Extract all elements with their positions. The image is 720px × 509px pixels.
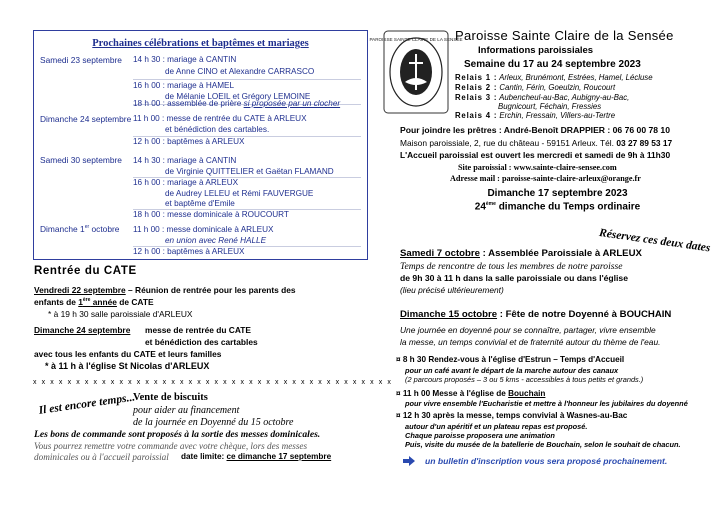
arrow-right-icon <box>403 456 415 466</box>
biscuits-line: pour aider au financement <box>133 405 240 416</box>
schedule-item: ¤ 8 h 30 Rendez-vous à l'église d'Estrun – Temps d'Accueil <box>396 355 625 364</box>
reserve-dates-stamp: Réservez ces deux dates <box>598 227 712 255</box>
liturgical-sunday: 24ème dimanche du Temps ordinaire <box>474 201 641 213</box>
encore-stamp: Il est encore temps... <box>38 391 136 417</box>
event-line: Une journée en doyenné pour se connaître, partager, vivre ensemble <box>400 325 656 335</box>
priest-contact: Pour joindre les prêtres : André-Benoît DRAPPIER : 06 76 00 78 10 <box>400 125 670 135</box>
relais-line: Bugnicourt, Féchain, Fressies <box>498 102 602 111</box>
celebration-line: 14 h 30 : mariage à CANTIN <box>133 55 237 64</box>
biscuits-line: dominicales ou à l'accueil paroissial <box>34 452 169 462</box>
cate-title: Rentrée du CATE <box>34 265 137 277</box>
cate-line: avec tous les enfants du CATE et leurs familles <box>34 349 222 359</box>
relais-line: Relais 1 : Arleux, Brunémont, Estrées, Hamel, Lécluse <box>455 73 653 82</box>
svg-text:PAROISSE SAINTE CLAIRE DE LA S: PAROISSE SAINTE CLAIRE DE LA SENSÉE <box>369 37 463 42</box>
cate-line: Vendredi 22 septembre – Réunion de rentrée pour les parents des <box>34 285 296 295</box>
event-line: de 9h 30 à 11 h dans la salle paroissiale ou dans l'église <box>400 273 628 283</box>
date-label: Dimanche 1er octobre <box>40 224 120 234</box>
celebration-line: 12 h 00 : baptêmes à ARLEUX <box>133 247 245 256</box>
address-line: Maison paroissiale, 2, rue du château - 59151 Arleux. Tél. 03 27 89 53 17 <box>400 138 673 148</box>
parish-logo <box>369 30 463 114</box>
star-divider: x x x x x x x x x x x x x x x x x x x x x x x x x x x x x x x x x x x x x x x x x x <box>33 379 393 386</box>
divider <box>133 79 361 80</box>
date-label: Dimanche 24 septembre <box>40 114 132 124</box>
deadline: date limite: ce dimanche 17 septembre <box>181 452 332 461</box>
schedule-detail: pour un café avant le départ de la marche autour des canaux <box>405 366 619 375</box>
celebration-line: 16 h 00 : mariage à ARLEUX <box>133 178 239 187</box>
cate-line: * à 19 h 30 salle paroissiale d'ARLEUX <box>48 309 193 319</box>
celebration-line: 11 h 00 : messe dominicale à ARLEUX <box>133 225 274 234</box>
celebration-line: et baptême d'Emile <box>165 199 235 208</box>
celebration-line: 12 h 00 : baptêmes à ARLEUX <box>133 137 245 146</box>
cate-line: et bénédiction des cartables <box>145 337 258 347</box>
event-oct15-heading: Dimanche 15 octobre : Fête de notre Doyenné à BOUCHAIN <box>400 309 672 320</box>
email-line: Adresse mail : paroisse-sainte-claire-arleux@orange.fr <box>450 174 641 183</box>
celebration-line: de Anne CINO et Alexandre CARRASCO <box>165 67 315 76</box>
biscuits-line: Les bons de commande sont proposés à la sortie des messes dominicales. <box>34 429 321 440</box>
event-line: Temps de rencontre de tous les membres de notre paroisse <box>400 261 623 272</box>
celebration-line: 14 h 30 : mariage à CANTIN <box>133 156 237 165</box>
cate-line: enfants de 1ère année de CATE <box>34 297 154 307</box>
event-oct7-heading: Samedi 7 octobre : Assemblée Paroissiale à ARLEUX <box>400 248 642 259</box>
sunday-date: Dimanche 17 septembre 2023 <box>487 188 628 199</box>
event-line: (lieu précisé ultérieurement) <box>400 285 504 295</box>
celebration-line: de Mélanie LOEIL et Grégory LEMOINE <box>165 92 311 101</box>
celebration-line: de Audrey LELEU et Rémi FAUVERGUE <box>165 189 314 198</box>
schedule-item: ¤ 11 h 00 Messe à l'église de Bouchain <box>396 389 546 398</box>
celebration-line: 18 h 00 : messe dominicale à ROUCOURT <box>133 210 289 219</box>
bulletin-subtitle: Informations paroissiales <box>478 45 594 56</box>
schedule-item: ¤ 12 h 30 après la messe, temps convivial à Wasnes-au-Bac <box>396 411 628 420</box>
schedule-detail: Puis, visite du musée de la batellerie de Bouchain, selon le souhait de chacun. <box>405 440 681 449</box>
biscuits-line: Vous pourrez remettre votre commande avec votre chèque, lors des messes <box>34 441 308 451</box>
website-link[interactable]: www.sainte-claire-sensee.com <box>513 163 617 172</box>
celebration-line: et bénédiction des cartables. <box>165 125 270 134</box>
celebration-line: 18 h 00 : assemblée de prière si proposée par un clocher <box>133 99 341 108</box>
email-link[interactable]: paroisse-sainte-claire-arleux@orange.fr <box>501 174 641 183</box>
relais-line: Relais 2 : Cantin, Férin, Goeulzin, Roucourt <box>455 83 616 92</box>
date-label: Samedi 23 septembre <box>40 55 122 65</box>
schedule-detail: pour vivre ensemble l'Eucharistie et mettre à l'honneur les jubilaires du doyenné <box>405 399 688 408</box>
opening-hours: L'Accueil paroissial est ouvert les mercredi et samedi de 9h à 11h30 <box>400 150 671 160</box>
cate-line: * à 11 h à l'église St Nicolas d'ARLEUX <box>45 361 210 371</box>
schedule-detail: Chaque paroisse proposera une animation <box>405 431 555 440</box>
website-line: Site paroissial : www.sainte-claire-sensee.com <box>458 163 617 172</box>
celebration-line: de Virginie QUITTELIER et Gaëtan FLAMAND <box>165 167 334 176</box>
celebration-line: 16 h 00 : mariage à HAMEL <box>133 81 235 90</box>
cate-line: Dimanche 24 septembre <box>34 325 131 335</box>
schedule-detail: (2 parcours proposés – 3 ou 5 kms - accessibles à tous petits et grands.) <box>405 375 644 384</box>
registration-note: un bulletin d'inscription vous sera proposé prochainement. <box>425 456 668 466</box>
parish-title: Paroisse Sainte Claire de la Sensée <box>455 28 674 43</box>
celebrations-title: Prochaines célébrations et baptêmes et mariages <box>92 38 309 49</box>
date-label: Samedi 30 septembre <box>40 155 122 165</box>
week-range: Semaine du 17 au 24 septembre 2023 <box>464 59 641 70</box>
cate-line: messe de rentrée du CATE <box>145 325 251 335</box>
biscuits-title: Vente de biscuits <box>133 392 208 403</box>
celebration-line: en union avec René HALLE <box>165 236 267 245</box>
event-line: la messe, un temps convivial et de fraternité autour du thème de l'eau. <box>400 337 661 347</box>
schedule-detail: autour d'un apéritif et un plateau repas est proposé. <box>405 422 588 431</box>
celebration-line: 11 h 00 : messe de rentrée du CATE à ARLEUX <box>133 114 307 123</box>
relais-line: Relais 4 : Erchin, Fressain, Villers-au-Tertre <box>455 111 616 120</box>
relais-line: Relais 3 : Aubencheul-au-Bac, Aubigny-au-Bac, <box>455 93 630 102</box>
biscuits-line: de la journée en Doyenné du 15 octobre <box>133 417 294 428</box>
